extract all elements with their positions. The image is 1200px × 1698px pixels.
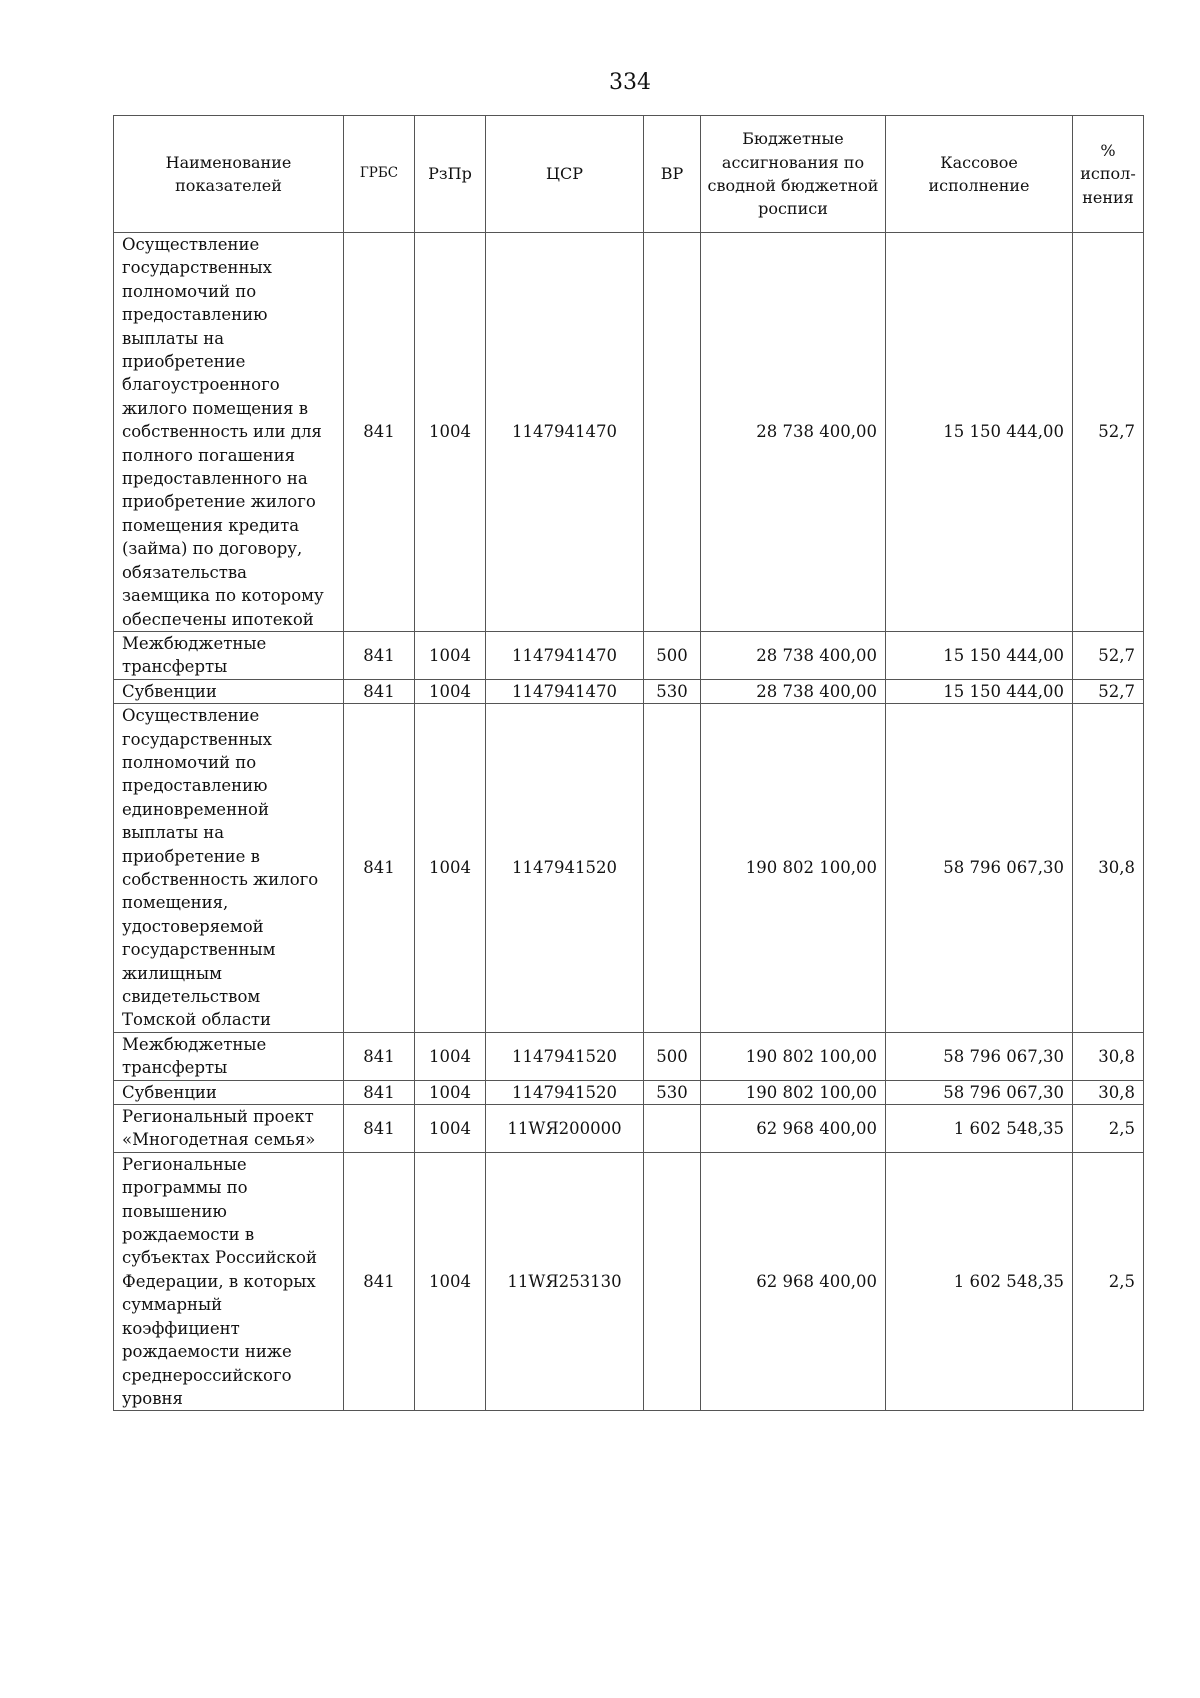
cell-rzpr: 1004 [415, 1105, 486, 1153]
table-header [114, 116, 1144, 233]
cell-percent: 52,7 [1073, 679, 1144, 703]
cell-percent: 2,5 [1073, 1152, 1144, 1410]
cell-vr [644, 1105, 701, 1153]
header-assignments: Бюджетные ассигнования по сводной бюджетной росписи [701, 116, 886, 233]
cell-grbs: 841 [344, 233, 415, 632]
table-row [114, 679, 1144, 703]
cell-name: Осуществление государственных полномочий по предоставлению выплаты на приобретение благоустроенного жилого помещения в собственность или для полного погашения предоставленного на приобретение жилого помещения кредита (займа) по договору, обязательства заемщика по которому обеспечены ипотекой [114, 233, 344, 632]
header-name: Наименование показателей [114, 116, 344, 233]
cell-assignments: 62 968 400,00 [701, 1152, 886, 1410]
cell-grbs: 841 [344, 1032, 415, 1080]
cell-percent: 30,8 [1073, 1080, 1144, 1104]
cell-vr: 500 [644, 631, 701, 679]
cell-assignments: 28 738 400,00 [701, 233, 886, 632]
header-percent: % испол-нения [1073, 116, 1144, 233]
cell-vr: 500 [644, 1032, 701, 1080]
cell-vr [644, 1152, 701, 1410]
cell-rzpr: 1004 [415, 1032, 486, 1080]
table-body [114, 233, 1144, 1411]
cell-csr: 1147941520 [486, 704, 644, 1033]
header-grbs: ГРБС [344, 116, 415, 233]
cell-cash-execution: 15 150 444,00 [886, 233, 1073, 632]
cell-assignments: 190 802 100,00 [701, 1032, 886, 1080]
cell-percent: 30,8 [1073, 704, 1144, 1033]
cell-assignments: 62 968 400,00 [701, 1105, 886, 1153]
cell-rzpr: 1004 [415, 631, 486, 679]
table-row [114, 1032, 1144, 1080]
cell-percent: 52,7 [1073, 631, 1144, 679]
cell-vr: 530 [644, 679, 701, 703]
header-rzpr: РзПр [415, 116, 486, 233]
cell-grbs: 841 [344, 1080, 415, 1104]
header-csr: ЦСР [486, 116, 644, 233]
cell-assignments: 190 802 100,00 [701, 1080, 886, 1104]
cell-name: Межбюджетные трансферты [114, 1032, 344, 1080]
table-row [114, 1152, 1144, 1410]
cell-rzpr: 1004 [415, 1152, 486, 1410]
cell-vr: 530 [644, 1080, 701, 1104]
cell-csr: 1147941470 [486, 679, 644, 703]
cell-cash-execution: 15 150 444,00 [886, 679, 1073, 703]
budget-table [113, 115, 1144, 1411]
cell-name: Региональный проект «Многодетная семья» [114, 1105, 344, 1153]
cell-vr [644, 704, 701, 1033]
cell-grbs: 841 [344, 704, 415, 1033]
cell-csr: 1147941520 [486, 1080, 644, 1104]
cell-percent: 52,7 [1073, 233, 1144, 632]
cell-cash-execution: 1 602 548,35 [886, 1105, 1073, 1153]
cell-csr: 1147941470 [486, 631, 644, 679]
page-number: 334 [609, 70, 651, 95]
cell-percent: 30,8 [1073, 1032, 1144, 1080]
cell-csr: 1147941470 [486, 233, 644, 632]
table-row [114, 1080, 1144, 1104]
cell-csr: 11WЯ200000 [486, 1105, 644, 1153]
cell-name: Осуществление государственных полномочий по предоставлению единовременной выплаты на приобретение в собственность жилого помещения, удостоверяемой государственным жилищным свидетельством Томской области [114, 704, 344, 1033]
table-row [114, 631, 1144, 679]
cell-grbs: 841 [344, 1152, 415, 1410]
cell-cash-execution: 58 796 067,30 [886, 1032, 1073, 1080]
cell-assignments: 28 738 400,00 [701, 631, 886, 679]
cell-name: Субвенции [114, 679, 344, 703]
cell-rzpr: 1004 [415, 704, 486, 1033]
cell-rzpr: 1004 [415, 679, 486, 703]
cell-name: Региональные программы по повышению рождаемости в субъектах Российской Федерации, в которых суммарный коэффициент рождаемости ниже среднероссийского уровня [114, 1152, 344, 1410]
header-cash-execution: Кассовое исполнение [886, 116, 1073, 233]
cell-vr [644, 233, 701, 632]
cell-cash-execution: 1 602 548,35 [886, 1152, 1073, 1410]
table-row [114, 1105, 1144, 1153]
cell-cash-execution: 58 796 067,30 [886, 704, 1073, 1033]
cell-csr: 11WЯ253130 [486, 1152, 644, 1410]
cell-assignments: 190 802 100,00 [701, 704, 886, 1033]
header-vr: ВР [644, 116, 701, 233]
cell-name: Субвенции [114, 1080, 344, 1104]
cell-grbs: 841 [344, 631, 415, 679]
cell-assignments: 28 738 400,00 [701, 679, 886, 703]
cell-cash-execution: 58 796 067,30 [886, 1080, 1073, 1104]
cell-name: Межбюджетные трансферты [114, 631, 344, 679]
table-row [114, 704, 1144, 1033]
cell-rzpr: 1004 [415, 233, 486, 632]
cell-csr: 1147941520 [486, 1032, 644, 1080]
cell-cash-execution: 15 150 444,00 [886, 631, 1073, 679]
cell-rzpr: 1004 [415, 1080, 486, 1104]
cell-grbs: 841 [344, 679, 415, 703]
cell-grbs: 841 [344, 1105, 415, 1153]
table-row [114, 233, 1144, 632]
cell-percent: 2,5 [1073, 1105, 1144, 1153]
